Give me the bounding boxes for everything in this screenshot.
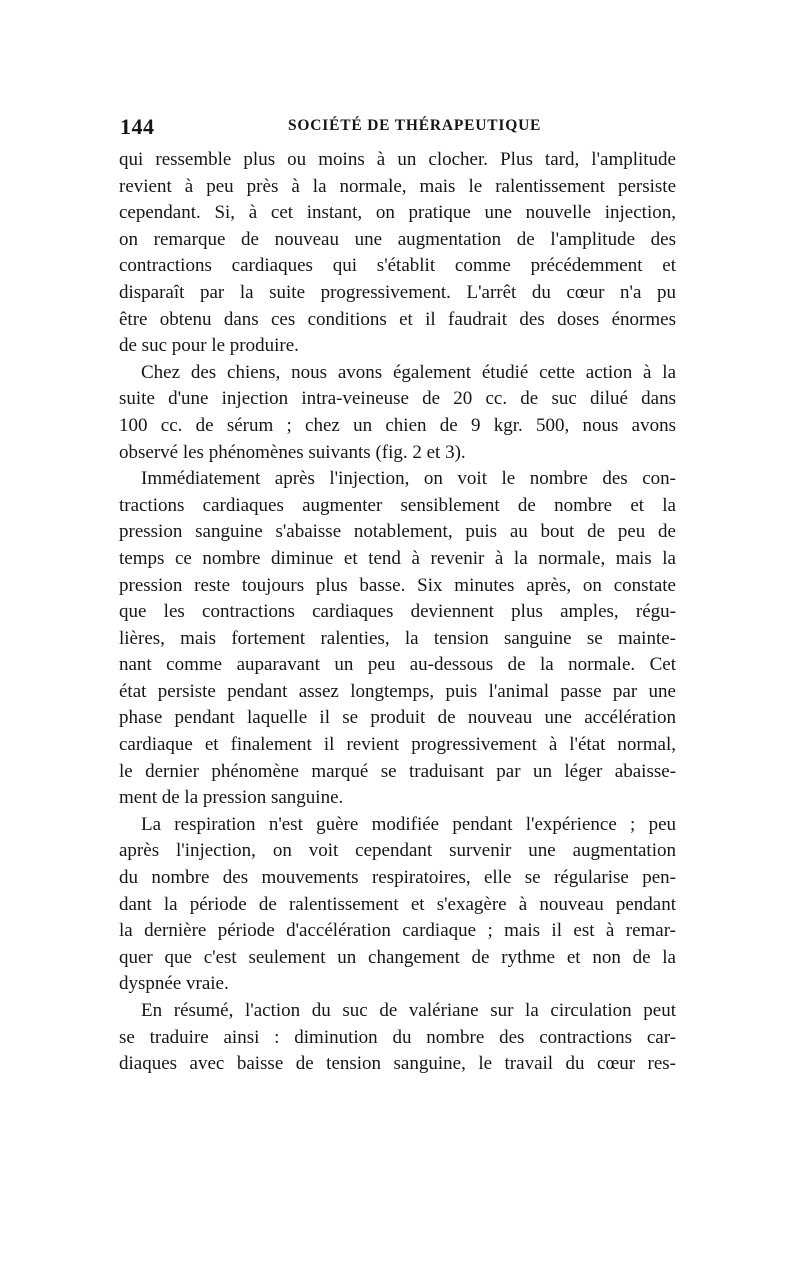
text-line: diaques avec baisse de tension sanguine, le travail du cœur res- xyxy=(119,1053,676,1075)
text-line: de suc pour le produire. xyxy=(119,335,299,357)
text-line: revient à peu près à la normale, mais le ralentissement persiste xyxy=(119,175,676,197)
text-line: pression sanguine s'abaisse notablement, puis au bout de peu de xyxy=(119,521,676,543)
text-line: la dernière période d'accélération cardiaque ; mais il est à remar- xyxy=(119,920,676,942)
text-line: phase pendant laquelle il se produit de nouveau une accélération xyxy=(119,707,676,729)
page-number: 144 xyxy=(120,114,155,139)
text-line: qui ressemble plus ou moins à un clocher. Plus tard, l'amplitude xyxy=(119,149,676,170)
text-line: En résumé, l'action du suc de valériane sur la circulation peut xyxy=(141,1000,676,1021)
text-line: quer que c'est seulement un changement de rythme et non de la xyxy=(119,946,676,968)
text-line: observé les phénomènes suivants (fig. 2 et 3). xyxy=(119,441,466,463)
text-line: on remarque de nouveau une augmentation de l'amplitude des xyxy=(119,228,676,250)
text-line: dyspnée vraie. xyxy=(119,973,229,995)
text-line: que les contractions cardiaques deviennent plus amples, régu- xyxy=(119,601,676,623)
text-line: être obtenu dans ces conditions et il faudrait des doses énormes xyxy=(119,308,676,330)
text-line: pression reste toujours plus basse. Six minutes après, on constate xyxy=(119,574,676,596)
body-text xyxy=(119,147,676,1078)
text-line: nant comme auparavant un peu au-dessous de la normale. Cet xyxy=(119,654,676,676)
text-line: dant la période de ralentissement et s'exagère à nouveau pendant xyxy=(119,893,676,915)
text-line: cardiaque et finalement il revient progressivement à l'état normal, xyxy=(119,734,676,756)
text-line: état persiste pendant assez longtemps, puis l'animal passe par une xyxy=(119,680,676,702)
text-line: temps ce nombre diminue et tend à revenir à la normale, mais la xyxy=(119,547,676,569)
text-line: La respiration n'est guère modifiée pendant l'expérience ; peu xyxy=(141,813,676,835)
text-line: 100 cc. de sérum ; chez un chien de 9 kgr. 500, nous avons xyxy=(119,414,676,436)
text-line: se traduire ainsi : diminution du nombre des contractions car- xyxy=(119,1026,676,1048)
text-line: du nombre des mouvements respiratoires, elle se régularise pen- xyxy=(119,867,676,889)
text-line: tractions cardiaques augmenter sensiblement de nombre et la xyxy=(119,494,676,516)
text-line: lières, mais fortement ralenties, la tension sanguine se mainte- xyxy=(119,627,676,649)
text-line: Immédiatement après l'injection, on voit le nombre des con- xyxy=(141,468,676,490)
text-line: cependant. Si, à cet instant, on pratique une nouvelle injection, xyxy=(119,202,676,224)
text-line: suite d'une injection intra-veineuse de 20 cc. de suc dilué dans xyxy=(119,388,676,410)
text-line: Chez des chiens, nous avons également étudié cette action à la xyxy=(141,361,676,383)
text-line: ment de la pression sanguine. xyxy=(119,787,344,809)
text-line: disparaît par la suite progressivement. L'arrêt du cœur n'a pu xyxy=(119,281,676,303)
text-line: contractions cardiaques qui s'établit comme précédemment et xyxy=(119,255,676,277)
text-line: le dernier phénomène marqué se traduisant par un léger abaisse- xyxy=(119,760,676,782)
running-head xyxy=(120,114,675,140)
text-line: après l'injection, on voit cependant survenir une augmentation xyxy=(119,840,676,862)
journal-title: SOCIÉTÉ DE THÉRAPEUTIQUE xyxy=(288,117,542,134)
